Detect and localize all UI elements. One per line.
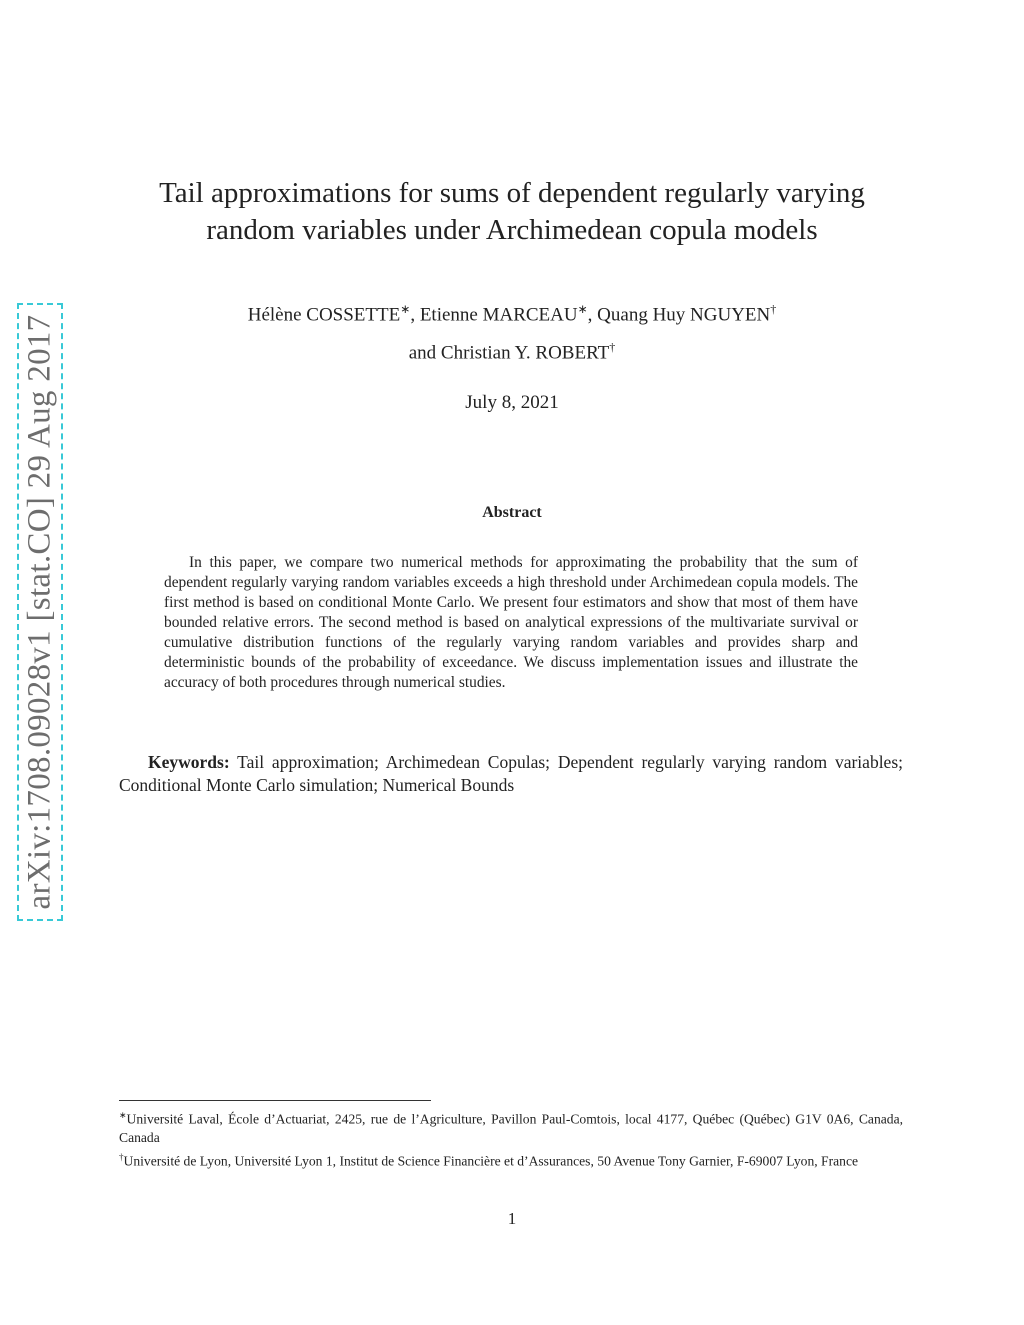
footnote-mark: ∗ — [119, 1110, 127, 1120]
arxiv-identifier[interactable]: arXiv:1708.09028v1 [stat.CO] 29 Aug 2017 — [21, 314, 58, 910]
keywords-text: Tail approximation; Archimedean Copulas; Dependent regularly varying random variables; Conditional Monte Carlo simulation; Numerical Bounds — [119, 752, 903, 795]
abstract-heading: Abstract — [482, 504, 542, 521]
paper-date: July 8, 2021 — [465, 392, 559, 413]
author-name: , Etienne MARCEAU — [410, 304, 578, 326]
footnote-divider — [119, 1100, 431, 1101]
footnote-marker: ∗ — [577, 302, 588, 316]
footnote — [119, 1106, 903, 1148]
footnote-text: Université Laval, École d’Actuariat, 2425, rue de l’Agriculture, Pavillon Paul-Comtois, local 4177, Québec (Québec) G1V 0A6, Canada, Canada — [119, 1111, 903, 1146]
keywords — [119, 751, 903, 797]
title-line-1: Tail approximations for sums of dependent regularly varying — [159, 177, 865, 209]
page-number: 1 — [507, 1209, 517, 1228]
footnote-mark: † — [119, 1151, 124, 1162]
author-name: Hélène COSSETTE — [247, 304, 401, 326]
author-list — [0, 293, 1024, 370]
author-name: and Christian Y. ROBERT — [408, 342, 610, 364]
abstract-text: In this paper, we compare two numerical methods for approximating the probability that the sum of dependent regularly varying random variables exceeds a high threshold under Archimedean copula models. The first method is based on conditional Monte Carlo. We present four estimators and show that most of them have bounded relative errors. The second method is based on analytical expressions of the multivariate survival or cumulative distribution functions of the regularly varying random variables and provides sharp and deterministic bounds of the probability of exceedance. We discuss implementation issues and illustrate the accuracy of both procedures through numerical studies. — [164, 554, 858, 691]
footnotes — [119, 1106, 903, 1171]
keywords-label: Keywords: — [148, 752, 230, 772]
author-name: , Quang Huy NGUYEN — [587, 304, 771, 326]
footnote-marker: † — [609, 340, 616, 355]
footnote-marker: ∗ — [400, 302, 411, 316]
footnote — [119, 1148, 903, 1171]
paper-title — [0, 175, 1024, 249]
title-line-2: random variables under Archimedean copula models — [206, 214, 818, 246]
author-line-2 — [0, 331, 1024, 369]
footnote-marker: † — [770, 302, 777, 316]
author-line-1 — [0, 293, 1024, 331]
footnote-text: Université de Lyon, Université Lyon 1, Institut de Science Financière et d’Assurances, 50 Avenue Tony Garnier, F-69007 Lyon, France — [123, 1153, 859, 1169]
